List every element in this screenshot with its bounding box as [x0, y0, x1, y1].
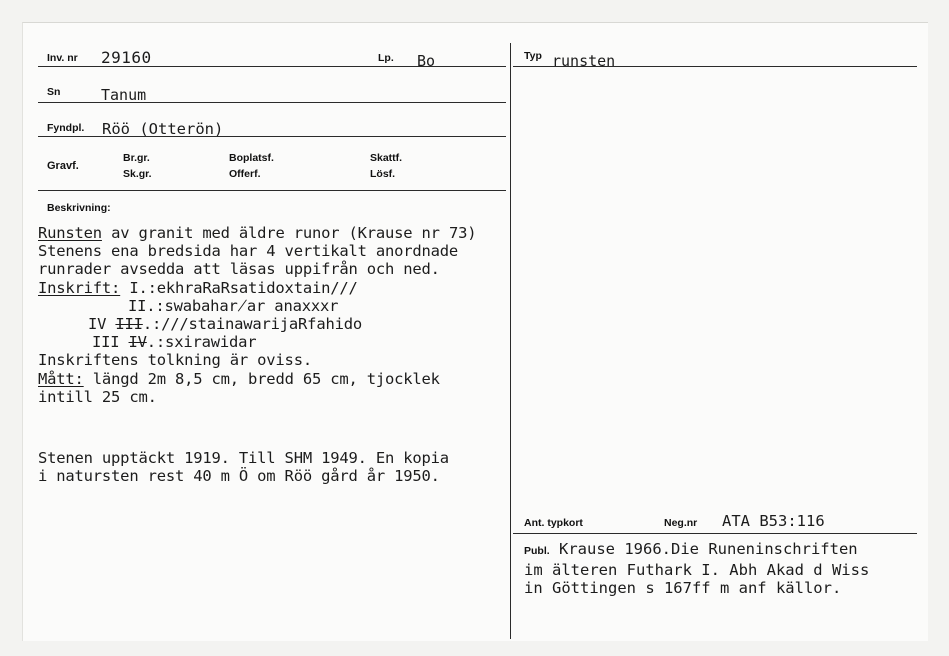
sn-label: Sn — [47, 86, 61, 98]
lp-label: Lp. — [378, 52, 394, 64]
row-4-prefix: III — [92, 333, 129, 351]
gravf-label: Gravf. — [47, 160, 79, 172]
runic-row-2: II.:swabahar̸ar anaxxxr — [128, 297, 339, 315]
boplatsf-label: Boplatsf. — [229, 152, 274, 164]
neg-nr-value: ATA B53:116 — [722, 512, 825, 530]
runsten-word: Runsten — [38, 224, 102, 242]
publ-text-1: Krause 1966.Die Runeninschriften — [559, 540, 858, 558]
inv-value: 29160 — [101, 48, 152, 67]
offerf-label: Offerf. — [229, 168, 261, 180]
rule-gravf — [38, 190, 506, 191]
row-4-struck: IV — [128, 333, 147, 351]
skattf-label: Skattf. — [370, 152, 403, 164]
row-3-struck: III — [115, 315, 143, 333]
publication-block — [524, 540, 869, 598]
matt-label: Mått: — [38, 370, 84, 388]
typ-value: runsten — [552, 52, 616, 70]
matt-rest: längd 2m 8,5 cm, bredd 65 cm, tjocklek — [83, 370, 440, 388]
fyndpl-label: Fyndpl. — [47, 122, 85, 134]
inv-label: Inv. nr — [47, 52, 78, 64]
description-line-3: runrader avsedda att läsas uppifrån och ned. — [38, 260, 440, 278]
runic-row-1: I.:ekhraRaRsatidoxtain/// — [120, 279, 358, 297]
publ-label: Publ. — [524, 545, 550, 557]
matt-line — [38, 370, 440, 388]
rule-ant — [513, 533, 917, 534]
found-line-1: Stenen upptäckt 1919. Till SHM 1949. En kopia — [38, 449, 449, 467]
losf-label: Lösf. — [370, 168, 396, 180]
row-3-rest: .:///stainawarijaRfahido — [142, 315, 362, 333]
inskrift-line — [38, 279, 358, 297]
beskrivning-label: Beskrivning: — [47, 202, 111, 214]
typ-label: Typ — [524, 50, 542, 62]
publ-line-3: in Göttingen s 167ff m anf källor. — [524, 579, 842, 597]
brgr-label: Br.gr. — [123, 152, 150, 164]
lp-value: Bo — [417, 52, 436, 70]
column-divider — [510, 43, 511, 639]
fyndpl-value: Röö (Otterön) — [102, 120, 224, 138]
tolkning-line: Inskriftens tolkning är oviss. — [38, 351, 312, 369]
inskrift-label: Inskrift: — [38, 279, 121, 297]
row-3-prefix: IV — [88, 315, 116, 333]
runic-row-4 — [92, 333, 256, 351]
skgr-label: Sk.gr. — [123, 168, 152, 180]
found-line-2: i natursten rest 40 m Ö om Röö gård år 1950. — [38, 467, 440, 485]
runic-row-3 — [88, 315, 362, 333]
sn-value: Tanum — [101, 86, 147, 104]
publ-line-1 — [524, 540, 869, 561]
publ-line-2: im älteren Futhark I. Abh Akad d Wiss — [524, 560, 870, 579]
row-4-rest: .:sxirawidar — [146, 333, 257, 351]
description-line-2: Stenens ena bredsida har 4 vertikalt anordnade — [38, 242, 459, 260]
description-line-1 — [38, 224, 476, 242]
neg-nr-label: Neg.nr — [664, 517, 698, 529]
line-1-rest: av granit med äldre runor (Krause nr 73) — [101, 224, 477, 242]
ant-typkort-label: Ant. typkort — [524, 517, 583, 529]
matt-line-2: intill 25 cm. — [38, 388, 157, 406]
